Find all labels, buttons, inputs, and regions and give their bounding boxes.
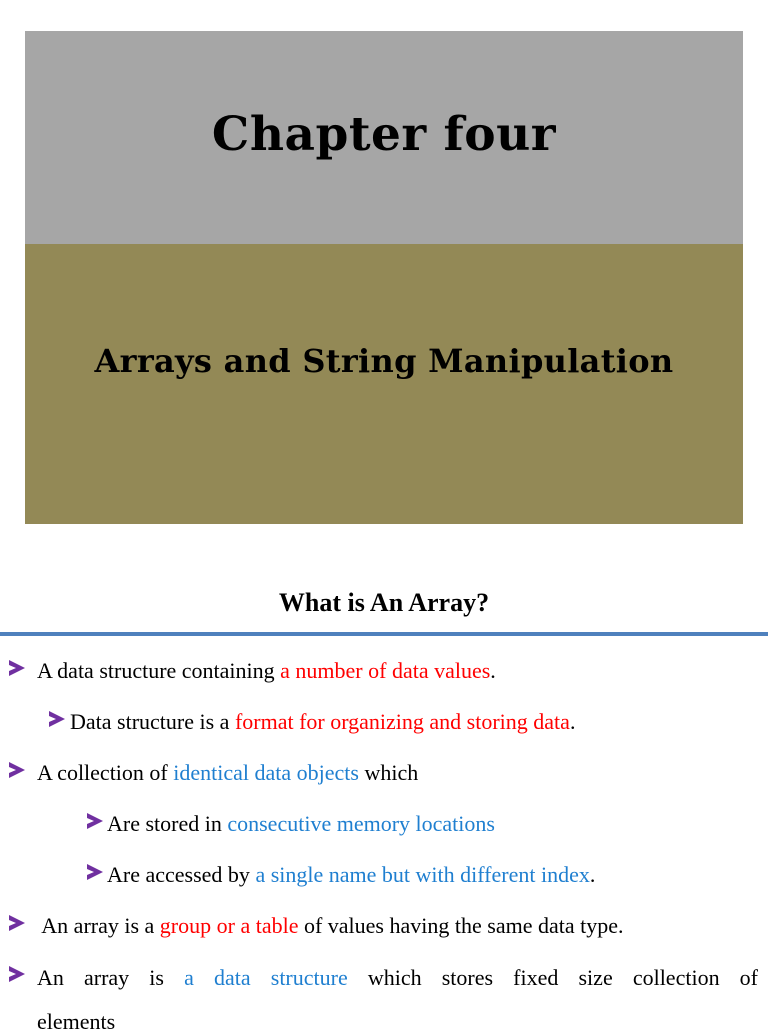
arrow-bullet-icon	[87, 813, 103, 829]
bullet-item: Are accessed by a single name but with different index.	[87, 862, 595, 888]
chapter-subtitle-panel	[25, 244, 743, 524]
arrow-bullet-icon	[9, 762, 25, 778]
bullet-item-justified: An array is a data structure which stores fixed size collection of	[37, 965, 759, 990]
bullet-item: A collection of identical data objects which	[9, 760, 418, 786]
bullet-arrow	[9, 964, 25, 990]
chapter-title-panel	[25, 31, 743, 244]
bullet-item: Data structure is a format for organizing and storing data.	[49, 709, 575, 735]
section-divider	[0, 632, 768, 636]
bullet-item: An array is a group or a table of values having the same data type.	[9, 913, 623, 939]
chapter-subtitle: Arrays and String Manipulation	[94, 342, 674, 380]
bullet-item: Are stored in consecutive memory locations	[87, 811, 495, 837]
section-heading: What is An Array?	[278, 588, 490, 617]
bullet-item-continuation: elements	[37, 1009, 116, 1034]
arrow-bullet-icon	[9, 660, 25, 676]
arrow-bullet-icon	[9, 966, 25, 982]
arrow-bullet-icon	[49, 711, 65, 727]
chapter-title: Chapter four	[211, 107, 557, 162]
bullet-item: A data structure containing a number of data values.	[9, 658, 496, 684]
arrow-bullet-icon	[87, 864, 103, 880]
arrow-bullet-icon	[9, 915, 25, 931]
